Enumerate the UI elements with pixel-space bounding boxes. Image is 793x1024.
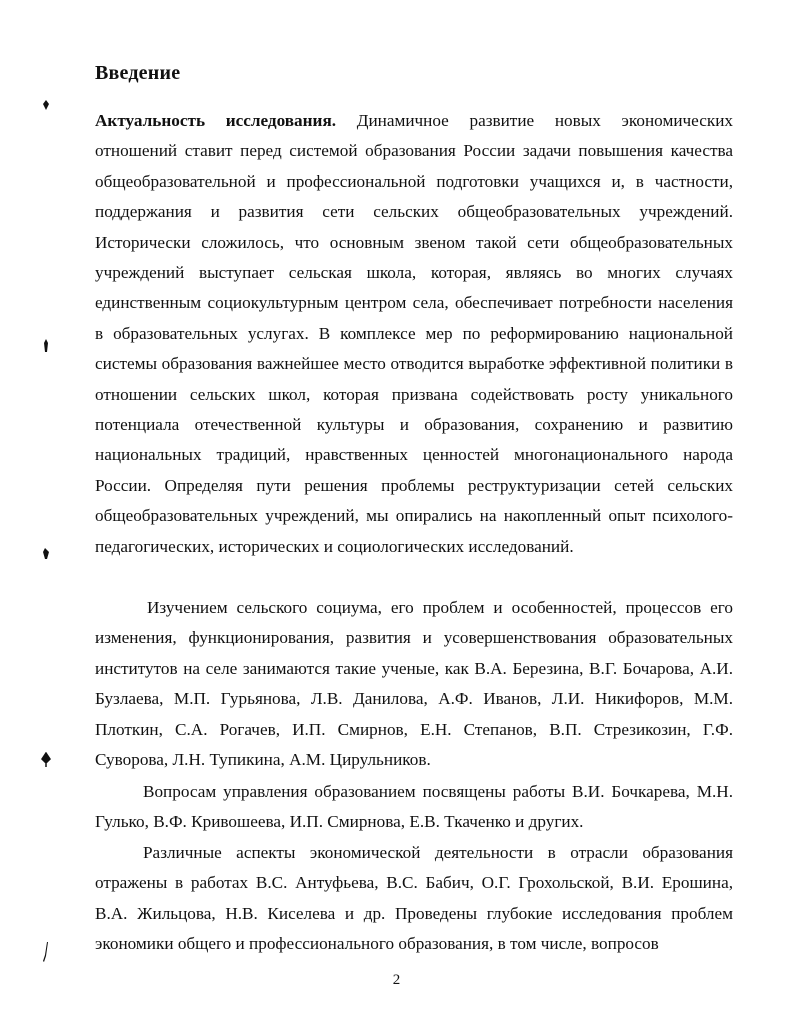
section-heading: Введение (95, 62, 181, 84)
scan-mark-icon (40, 752, 52, 768)
paragraph-lead: Актуальность исследования. (95, 111, 337, 130)
scan-mark-icon (40, 546, 52, 562)
paragraph-researchers: Изучением сельского социума, его проблем и особенностей, процессов его изменения, функционирования, развития и усовершенствования образовательных институтов на селе занимаются такие ученые, как В.А. Березина, В.Г. Бочарова, А.И. Бузлаева, М.П. Гурьянова, Л.В. Данилова, А.Ф. Иванов, Л.И. Никифоров, М.М. Плоткин, С.А. Рогачев, И.П. Смирнов, Е.Н. Степанов, В.П. Стрезикозин, Г.Ф. Суворова, Л.Н. Тупикина, А.М. Цирульников. (95, 598, 733, 770)
paragraph-economics: Различные аспекты экономической деятельности в отрасли образования отражены в работах В.С. Антуфьева, В.С. Бабич, О.Г. Грохольской, В.И. Ерошина, В.А. Жильцова, Н.В. Киселева и др. Проведены глубокие исследования проблем экономики общего и профессионального образования, в том числе, вопросов (95, 843, 733, 954)
paragraph-relevance (95, 106, 733, 562)
scan-mark-icon (40, 98, 52, 114)
scan-mark-icon (40, 338, 52, 354)
page-number: 2 (392, 972, 401, 988)
paragraph-management: Вопросам управления образованием посвящены работы В.И. Бочкарева, М.Н. Гулько, В.Ф. Кривошеева, И.П. Смирнова, Е.В. Ткаченко и других. (95, 782, 733, 832)
scan-mark-icon (40, 941, 52, 957)
paragraph-text: Динамичное развитие новых экономических отношений ставит перед системой образования России задачи повышения качества общеобразовательной и профессиональной подготовки учащихся и, в частности, поддержания и развития сети сельских общеобразовательных учреждений. Исторически сложилось, что основным звеном такой сети общеобразовательных учреждений выступает сельская школа, которая, являясь во многих случаях единственным социокультурным центром села, обеспечивает потребности населения в образовательных услугах. В комплексе мер по реформированию национальной системы образования важнейшее место отводится выработке эффективной политики в отношении сельских школ, которая призвана содействовать росту уникального потенциала отечественной культуры и образования, сохранению и развитию национальных традиций, нравственных ценностей многонационального народа России. Определяя пути решения проблемы реструктуризации сетей сельских общеобразовательных учреждений, мы опирались на накопленный опыт психолого-педагогических, исторических и социологических исследований. (95, 111, 733, 556)
